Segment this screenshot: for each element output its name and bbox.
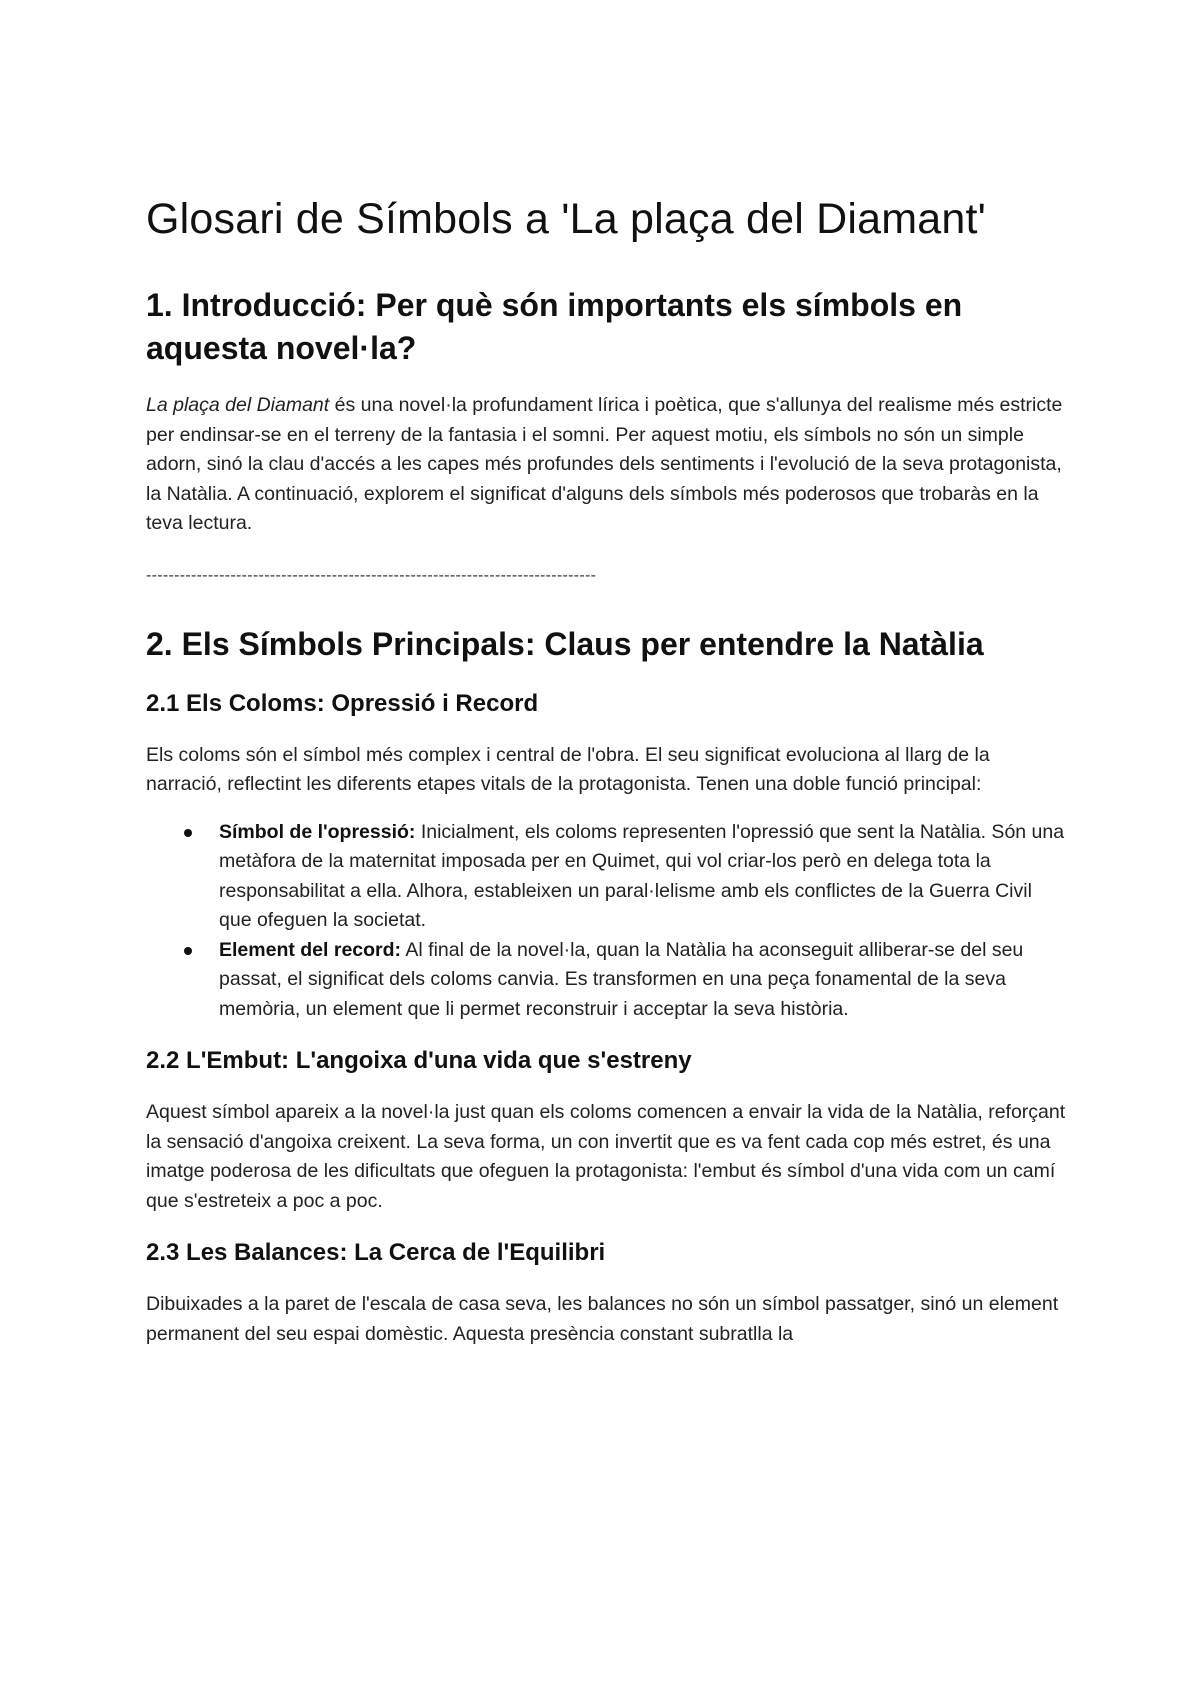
balances-heading: 2.3 Les Balances: La Cerca de l'Equilibri: [146, 1239, 606, 1266]
coloms-bullet-list: [146, 818, 1066, 1025]
embut-paragraph: Aquest símbol apareix a la novel·la just quan els coloms comencen a envair la vida de la Natàlia, reforçant la sensació d'angoixa creixent. La seva forma, un con invertit que es va fent cada cop més estret, és una imatge poderosa de les dificultats que ofeguen la protagonista: l'embut és símbol d'una vida com un camí que s'estreteix a poc a poc.: [146, 1101, 1066, 1212]
bullet-icon: [184, 829, 192, 837]
main-section-heading: 2. Els Símbols Principals: Claus per entendre la Natàlia: [146, 625, 984, 662]
list-item-text: Al final de la novel·la, quan la Natàlia ha aconseguit alliberar-se del seu passat, el significat dels coloms canvia. Es transformen en una peça fonamental de la seva memòria, un element que li permet reconstruir i acceptar la seva història.: [219, 938, 1024, 1020]
coloms-paragraph: Els coloms són el símbol més complex i central de l'obra. El seu significat evoluciona al llarg de la narració, reflectint les diferents etapes vitals de la protagonista. Tenen una doble funció principal:: [146, 743, 990, 795]
list-item-label: Símbol de l'opressió:: [219, 820, 416, 843]
intro-paragraph: [146, 391, 1066, 539]
horizontal-divider: --------------------------------------------------------------------------------: [146, 566, 597, 584]
novel-title-italic: La plaça del Diamant: [146, 394, 330, 416]
list-item: [146, 818, 1066, 936]
embut-heading: 2.2 L'Embut: L'angoixa d'una vida que s'estreny: [146, 1047, 692, 1074]
document-content: [146, 190, 1066, 1349]
document-title: Glosari de Símbols a 'La plaça del Diamant': [146, 195, 987, 243]
bullet-icon: [184, 947, 192, 955]
list-item: [146, 936, 1066, 1025]
balances-paragraph: Dibuixades a la paret de l'escala de casa seva, les balances no són un símbol passatger, sinó un element permanent del seu espai domèstic. Aquesta presència constant subratlla la: [146, 1293, 1059, 1345]
coloms-heading: 2.1 Els Coloms: Opressió i Record: [146, 689, 539, 717]
list-item-label: Element del record:: [219, 938, 402, 961]
list-item-text: Inicialment, els coloms representen l'opressió que sent la Natàlia. Són una metàfora de la maternitat imposada per en Quimet, qui vol criar-los però en delega tota la responsabilitat a ella. Alhora, estableixen un paral·lelisme amb els conflictes de la Guerra Civil que ofeguen la societat.: [219, 820, 1065, 931]
intro-heading: 1. Introducció: Per què són importants els símbols en aquesta novel·la?: [146, 287, 963, 366]
intro-paragraph-text: és una novel·la profundament lírica i poètica, que s'allunya del realisme més estricte per endinsar-se en el terreny de la fantasia i el somni. Per aquest motiu, els símbols no són un simple adorn, sinó la clau d'accés a les capes més profundes dels sentiments i l'evolució de la seva protagonista, la Natàlia. A continuació, explorem el significat d'alguns dels símbols més poderosos que trobaràs en la teva lectura.: [146, 394, 1063, 534]
